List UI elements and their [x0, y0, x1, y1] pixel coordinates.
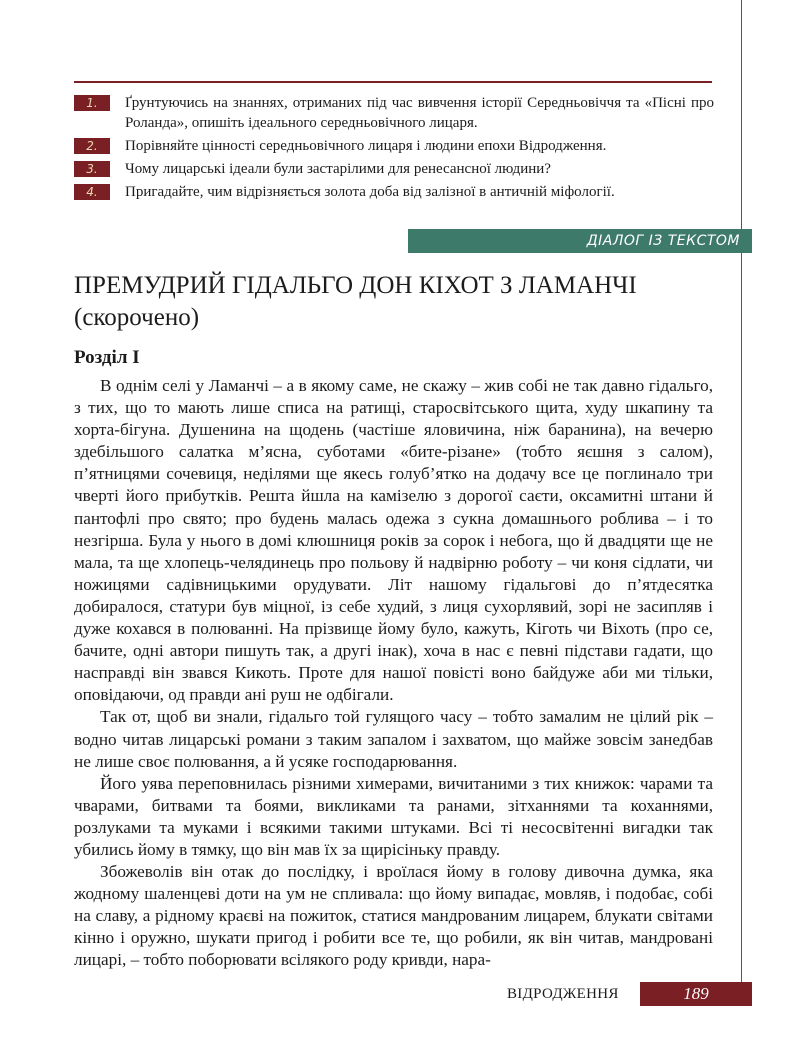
- question-text: Пригадайте, чим відрізняється золота доба від залізної в античній міфології.: [125, 184, 615, 200]
- paragraph: Так от, щоб ви знали, гідальго той гулящого часу – тобто замалим не цілий рік – водно читав лицарські романи з таким запалом і захватом, що майже зовсім занедбав не лише своє полювання, а й усяке господарювання.: [74, 707, 713, 771]
- question-number: 1.: [74, 95, 110, 111]
- question-text: Порівняйте цінності середньовічного лицаря і людини епохи Відродження.: [125, 138, 607, 154]
- question-number: 2.: [74, 138, 110, 154]
- footer-section-label: ВІДРОДЖЕННЯ: [507, 986, 619, 1002]
- questions-list: [74, 93, 714, 205]
- question-item: [74, 159, 714, 179]
- question-number: 3.: [74, 161, 110, 177]
- question-item: [74, 136, 714, 156]
- story-text: [74, 375, 713, 972]
- paragraph: В однім селі у Ламанчі – а в якому саме, не скажу – жив собі не так давно гідальго, з тих, що то мають лише списа на ратищі, старосвітського щита, худу шкапину та хорта-бігуна. Душенина на щодень (частіше яловичина, ніж баранина), на вечерю здебільшого салатка м’ясна, суботами «бите-різане» (тобто яєшня з салом), п’ятницями сочевиця, неділями ще якесь голуб’ятко на додачу все це поглинало три чверті його прибутків. Решта йшла на камізелю з дорогої саєти, оксамитні штани й пантофлі про свято; про будень малась одежа з сукна домашнього роблива – і то незгірша. Була у нього в домі клюшниця років за сорок і небога, що й двадцяти ще не мала, та ще хлопець-челядинець про польову й надвірню роботу – чи коня сідлати, чи ножицями садівницькими орудувати. Літ нашому гідальгові до п’ятдесятка добиралося, статури був міцної, із себе худий, з лиця сухорлявий, зорі не засипляв і дуже кохався в полюванні. На прізвище йому було, кажуть, Кіготь чи Віхоть (про се, бачите, одні автори пишуть так, а другі інак), хоча в нас є певні підстави гадати, що насправді він звався Кикоть. Проте для нашої повісті воно байдуже аби ми тільки, оповідаючи, од правди ані руш не одбігали.: [74, 376, 713, 705]
- title-line-1: ПРЕМУДРИЙ ГІДАЛЬГО ДОН КІХОТ З ЛАМАНЧІ: [74, 272, 637, 299]
- page-title: [74, 270, 714, 334]
- top-divider: [74, 81, 712, 83]
- question-number: 4.: [74, 184, 110, 200]
- dialog-with-text-banner: ДІАЛОГ ІЗ ТЕКСТОМ: [408, 229, 752, 253]
- paragraph: Його уява переповнилась різними химерами, вичитаними з тих книжок: чарами та чварами, битвами та боями, викликами та ранами, зітханнями та коханнями, розлуками та муками і всякими такими штуками. Всі ті несосвітенні вигадки так убились йому в тямку, що він мав їх за щирісіньку правду.: [74, 773, 713, 859]
- question-text: Чому лицарські ідеали були застарілими для ренесансної людини?: [125, 161, 551, 177]
- question-item: [74, 93, 714, 133]
- question-item: [74, 182, 714, 202]
- question-text: Ґрунтуючись на знаннях, отриманих під час вивчення історії Середньовіччя та «Пісні про Роланда», опишіть ідеального середньовічного лицаря.: [125, 95, 714, 131]
- right-margin-rule: [741, 0, 742, 985]
- title-line-2: (скорочено): [74, 304, 200, 331]
- page-number: 189: [640, 982, 752, 1006]
- section-heading: Розділ І: [74, 347, 140, 368]
- paragraph: Збожеволів він отак до послідку, і вроїлася йому в голову дивочна думка, яка жодному шаленцеві доти на ум не спливала: що йому випадає, мовляв, і подобає, собі на славу, а рідному краєві на пожиток, статися мандрованим лицарем, блукати світами кінно і оружно, шукати пригод і робити все те, що робили, як він читав, мандровані лицарі, – тобто поборювати всілякого роду кривди, нара-: [74, 862, 713, 970]
